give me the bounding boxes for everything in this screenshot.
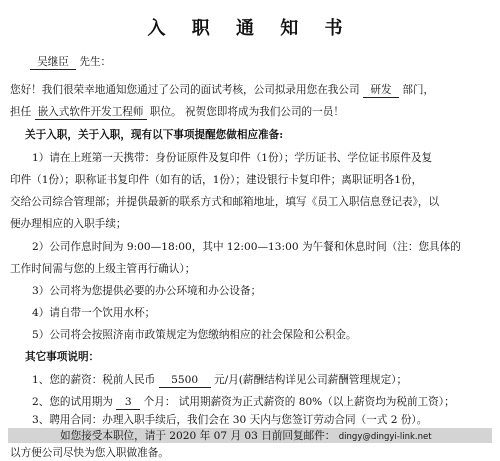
salutation: 先生： xyxy=(79,56,112,68)
contact-email[interactable]: dingy@dingyi-link.net xyxy=(338,432,432,442)
footer-line-2: 以方便公司尽快为您入职做准备。 xyxy=(10,447,169,459)
item-2-line-2: 工作时间需与您的上级主管再行确认）； xyxy=(10,263,196,275)
intro-text-c: 担任 xyxy=(10,106,32,118)
department-value: 研发 xyxy=(363,84,399,98)
intro-line-2 xyxy=(10,105,344,120)
page-title: 入 职 通 知 书 xyxy=(147,18,353,39)
notice-heading: 关于入职，关于入职，现有以下事项提醒您做相应准备: xyxy=(25,129,284,141)
position-value: 嵌入式软件开发工程师 xyxy=(35,106,147,120)
item-1-line-1: 1）请在上班第一天携带：身份证原件及复印件（1份）；学历证书、学位证书原件及复 xyxy=(32,152,433,164)
probation-label: 2、您的试用期为 xyxy=(32,396,113,408)
intro-text-a: 您好！我们很荣幸地通知您通过了公司的面试考核，公司拟录用您在我公司 xyxy=(10,84,360,96)
item-5: 5）公司将会按照济南市政策规定为您缴纳相应的社会保险和公积金。 xyxy=(32,329,357,341)
footer-line-1 xyxy=(60,429,432,444)
salary-note: 元/月(薪酬结构详见公司薪酬管理规定）； xyxy=(214,374,408,386)
other-item-2 xyxy=(32,395,455,410)
item-4: 4）请自带一个饮用水杯； xyxy=(32,307,156,319)
intro-text-d: 职位。 祝贺您即将成为我们公司的一员！ xyxy=(149,106,344,118)
other-item-3: 3、聘用合同：办理入职手续后，我们会在 30 天内与您签订劳动合同（一式 2 份）。 xyxy=(32,414,428,426)
probation-note: 个月： 试用期薪资为正式薪资的 80%（以上薪资均为税前工资）； xyxy=(143,396,455,408)
item-3: 3）公司将为您提供必要的办公环境和办公设备； xyxy=(32,285,262,297)
salary-value: 5500 xyxy=(159,374,211,388)
intro-line-1 xyxy=(10,83,434,98)
candidate-name: 吴继臣 xyxy=(30,56,76,70)
probation-value: 3 xyxy=(116,396,140,410)
item-1-line-2: 印件（1份）；职称证书复印件（如有的话，1份）；建设银行卡复印件；离职证明各1份， xyxy=(10,174,423,186)
salary-label: 1、您的薪资：税前人民币 xyxy=(32,374,156,386)
salutation-line xyxy=(30,55,111,70)
footer-reply-text: 如您接受本职位，请于 2020 年 07 月 03 日前回复邮件： xyxy=(60,430,336,442)
intro-text-b: 部门， xyxy=(402,84,435,96)
other-heading: 其它事项说明： xyxy=(25,351,100,363)
item-1-line-3: 交给公司综合管理部；并提供最新的联系方式和邮箱地址，填写《员工入职信息登记表》，以 xyxy=(10,196,440,208)
item-1-line-4: 便办理相应的入职手续； xyxy=(10,218,127,230)
item-2-line-1: 2）公司作息时间为 9:00—18:00，其中 12:00—13:00 为午餐和休息时间（注：您具体的 xyxy=(32,241,461,253)
other-item-1 xyxy=(32,373,407,388)
